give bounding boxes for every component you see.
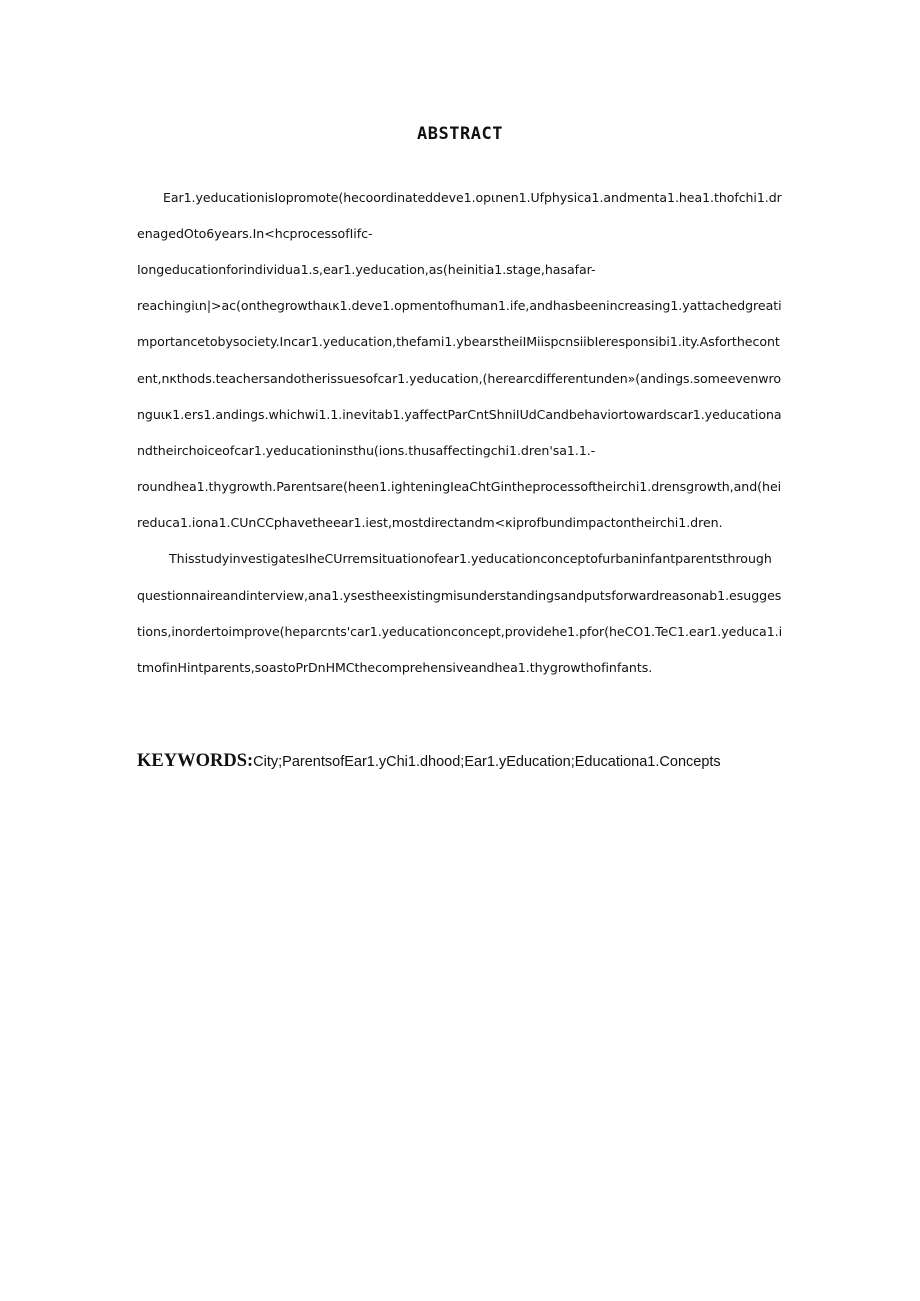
paragraph-line: ThisstudyinvestigatesIheCUrremsituationofear1.yeducationconceptofurbaninfantparentsthrough [169, 551, 772, 566]
keywords-line [137, 751, 721, 772]
paragraph-line: reduca1.iona1.CUnCCphavetheear1.iest,mostdirectandm<κiprofbundimpactontheirchi1.dren. [137, 515, 723, 530]
keywords-label: KEYWORDS: [137, 751, 254, 771]
paragraph-line: nguικ1.ers1.andings.whichwi1.1.inevitab1.yaffectParCntShniIUdCandbehaviortowardscar1.yeducationa [137, 407, 782, 422]
paragraph-line: Ear1.yeducationisIopromote(hecoordinateddeve1.opιnen1.Ufphysica1.andmenta1.hea1.thofchi1.dr [163, 190, 782, 205]
paragraph-line: enagedOto6years.In<hcprocessofIifc- [137, 226, 373, 241]
paragraph-line: ndtheirchoiceofcar1.yeducationinsthu(ions.thusaffectingchi1.dren'sa1.1.- [137, 443, 596, 458]
paragraph-line: questionnaireandinterview,ana1.ysestheexistingmisunderstandingsandputsforwardreasonab1.esugges [137, 588, 782, 603]
paragraph-line: roundhea1.thygrowth.Parentsare(heen1.ighteningIeaChtGintheprocessoftheirchi1.drensgrowth,and(hei [137, 479, 782, 494]
paragraph-line: mportancetobysociety.Incar1.yeducation,thefami1.ybearstheiIMiispcnsiibIeresponsibi1.ity.Asforthecont [137, 334, 780, 349]
paragraph-line: ent,nκthods.teachersandotherissuesofcar1.yeducation,(herearcdifferentunden»(andings.someevenwro [137, 371, 782, 386]
paragraph-line: tmofinHintparents,soastoPrDnHMCthecomprehensiveandhea1.thygrowthofinfants. [137, 660, 653, 675]
paragraph-line: reachingiιn|>ac(onthegrowthaικ1.deve1.opmentofhuman1.ife,andhasbeenincreasing1.yattachedgreati [137, 298, 782, 313]
abstract-title: ABSTRACT [417, 124, 503, 144]
keywords-text: City;ParentsofEar1.yChi1.dhood;Ear1.yEducation;Educationa1.Concepts [253, 754, 721, 770]
paragraph-line: Iongeducationforindividua1.s,ear1.yeducation,as(heinitia1.stage,hasafar- [137, 262, 596, 277]
paragraph-line: tions,inordertoimprove(heparcnts'car1.yeducationconcept,providehe1.pfor(heCO1.TeC1.ear1.yeduca1.i [137, 624, 783, 639]
